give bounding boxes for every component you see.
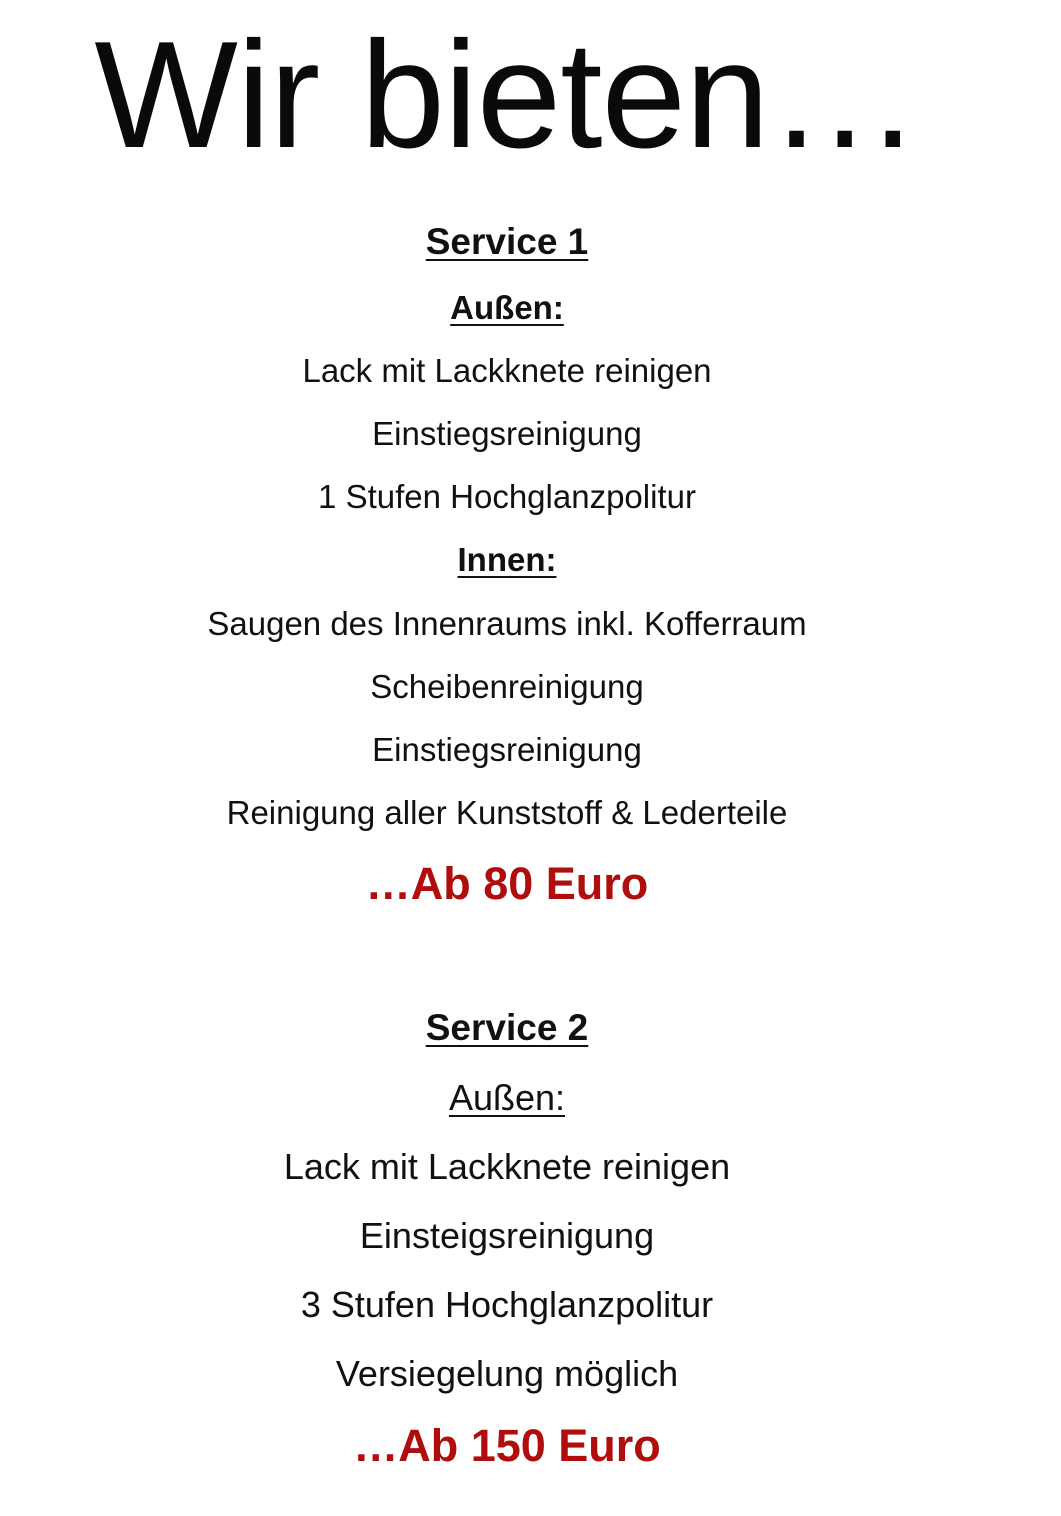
service-2-aussen-label: Außen: [448, 1077, 566, 1118]
service-1-heading: Service 1 [425, 221, 589, 262]
service-2-aussen-item: Versiegelung möglich [335, 1353, 679, 1394]
page-title: Wir bieten… [94, 10, 920, 180]
service-1-innen-item: Einstiegsreinigung [372, 731, 642, 768]
service-2-heading: Service 2 [425, 1007, 589, 1048]
service-2-price: …Ab 150 Euro [353, 1420, 661, 1471]
service-1-innen-label: Innen: [457, 541, 557, 578]
service-2-aussen-item: 3 Stufen Hochglanzpolitur [300, 1284, 714, 1325]
service-1-aussen-item: Lack mit Lackknete reinigen [302, 352, 712, 389]
service-1-aussen-label: Außen: [450, 289, 564, 326]
service-1-aussen-item: 1 Stufen Hochglanzpolitur [318, 478, 696, 515]
service-1-aussen-item: Einstiegsreinigung [372, 415, 642, 452]
service-2-aussen-item: Einsteigsreinigung [359, 1215, 655, 1256]
service-2-aussen-item: Lack mit Lackknete reinigen [283, 1146, 731, 1187]
service-1-innen-item: Reinigung aller Kunststoff & Lederteile [226, 794, 788, 831]
service-1-innen-item: Saugen des Innenraums inkl. Kofferraum [207, 605, 807, 642]
service-1-price: …Ab 80 Euro [365, 858, 649, 909]
service-1-innen-item: Scheibenreinigung [370, 668, 644, 705]
